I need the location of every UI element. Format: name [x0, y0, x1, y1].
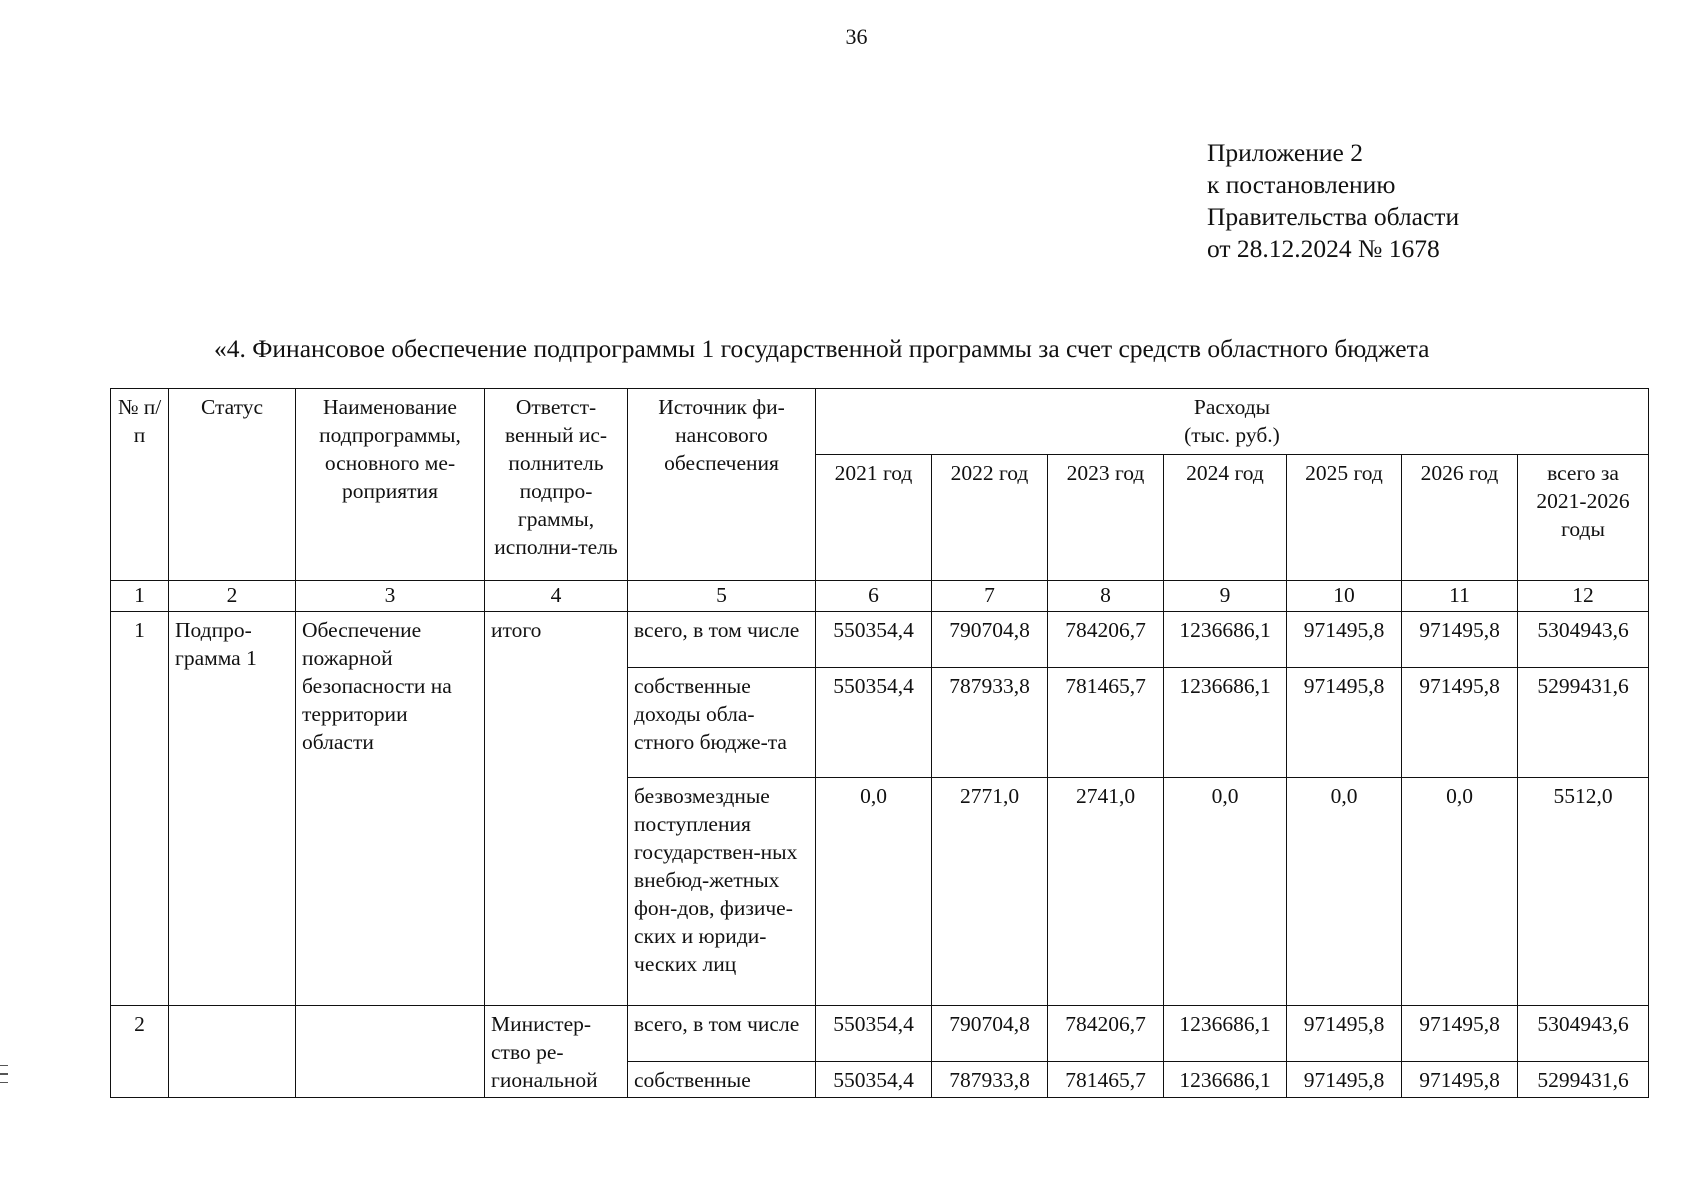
table-row — [111, 1006, 1649, 1062]
header-row — [111, 389, 1649, 455]
value-cell: 0,0 — [1402, 778, 1518, 1006]
appendix-line: к постановлению — [1207, 170, 1396, 199]
appendix-line: Правительства области — [1207, 202, 1460, 231]
value-cell: 971495,8 — [1402, 612, 1518, 668]
appendix-line: Приложение 2 — [1207, 138, 1363, 167]
row-source: безвозмездные поступления государствен-ных внебюд-жетных фон-дов, физиче-ских и юриди-ческих лиц — [628, 778, 816, 1006]
value-cell: 550354,4 — [816, 668, 932, 778]
column-number-row — [111, 581, 1649, 612]
row-name: Обеспечение пожарной безопасности на территории области — [296, 612, 485, 1006]
value-cell: 971495,8 — [1287, 668, 1402, 778]
row-source: всего, в том числе — [628, 1006, 816, 1062]
column-number: 1 — [111, 581, 169, 612]
header-expenses-label: Расходы (тыс. руб.) — [1184, 395, 1280, 447]
header-executor: Ответст-венный ис-полнитель подпро-граммы, исполни-тель — [485, 389, 628, 581]
column-number: 3 — [296, 581, 485, 612]
value-cell-total: 5512,0 — [1518, 778, 1649, 1006]
row-status — [169, 1006, 296, 1098]
column-number: 11 — [1402, 581, 1518, 612]
column-number: 12 — [1518, 581, 1649, 612]
value-cell: 550354,4 — [816, 1062, 932, 1098]
value-cell: 1236686,1 — [1164, 1006, 1287, 1062]
header-status: Статус — [169, 389, 296, 581]
table-row — [111, 612, 1649, 668]
header-year: 2022 год — [932, 455, 1048, 581]
financing-table — [110, 388, 1649, 1098]
header-year: 2021 год — [816, 455, 932, 581]
value-cell: 971495,8 — [1402, 1062, 1518, 1098]
row-status: Подпро-грамма 1 — [169, 612, 296, 1006]
column-number: 5 — [628, 581, 816, 612]
edge-mark — [0, 1073, 8, 1074]
header-source: Источник фи-нансового обеспечения — [628, 389, 816, 581]
header-expenses — [816, 389, 1649, 455]
header-num: № п/п — [111, 389, 169, 581]
row-num: 2 — [111, 1006, 169, 1098]
header-year: 2023 год — [1048, 455, 1164, 581]
column-number: 10 — [1287, 581, 1402, 612]
appendix-block — [1207, 137, 1459, 265]
page-number: 36 — [845, 24, 868, 49]
column-number: 8 — [1048, 581, 1164, 612]
header-year: 2024 год — [1164, 455, 1287, 581]
document-title: «4. Финансовое обеспечение подпрограммы 1 государственной программы за счет средств областного бюджета — [214, 334, 1430, 363]
value-cell: 971495,8 — [1402, 668, 1518, 778]
value-cell: 784206,7 — [1048, 612, 1164, 668]
value-cell: 787933,8 — [932, 668, 1048, 778]
value-cell: 971495,8 — [1287, 1006, 1402, 1062]
value-cell: 0,0 — [1287, 778, 1402, 1006]
row-source: собственные доходы обла-стного бюдже-та — [628, 668, 816, 778]
value-cell-total: 5299431,6 — [1518, 668, 1649, 778]
header-name: Наименование подпрограммы, основного ме-роприятия — [296, 389, 485, 581]
row-name — [296, 1006, 485, 1098]
value-cell-total: 5304943,6 — [1518, 1006, 1649, 1062]
header-year: 2025 год — [1287, 455, 1402, 581]
value-cell-total: 5304943,6 — [1518, 612, 1649, 668]
value-cell: 781465,7 — [1048, 668, 1164, 778]
edge-mark — [0, 1082, 8, 1083]
column-number: 6 — [816, 581, 932, 612]
value-cell: 1236686,1 — [1164, 612, 1287, 668]
value-cell: 0,0 — [816, 778, 932, 1006]
row-executor: итого — [485, 612, 628, 1006]
value-cell: 784206,7 — [1048, 1006, 1164, 1062]
value-cell: 790704,8 — [932, 1006, 1048, 1062]
value-cell-total: 5299431,6 — [1518, 1062, 1649, 1098]
appendix-line: от 28.12.2024 № 1678 — [1207, 234, 1440, 263]
column-number: 9 — [1164, 581, 1287, 612]
row-executor: Министер-ство ре-гиональной — [485, 1006, 628, 1098]
value-cell: 1236686,1 — [1164, 1062, 1287, 1098]
value-cell: 0,0 — [1164, 778, 1287, 1006]
column-number: 4 — [485, 581, 628, 612]
scan-edge-marks — [0, 1065, 8, 1090]
row-source: всего, в том числе — [628, 612, 816, 668]
value-cell: 550354,4 — [816, 612, 932, 668]
value-cell: 787933,8 — [932, 1062, 1048, 1098]
row-num: 1 — [111, 612, 169, 1006]
value-cell: 971495,8 — [1287, 612, 1402, 668]
value-cell: 971495,8 — [1402, 1006, 1518, 1062]
edge-mark — [0, 1065, 8, 1066]
value-cell: 781465,7 — [1048, 1062, 1164, 1098]
header-year-total: всего за 2021-2026 годы — [1518, 455, 1649, 581]
header-year: 2026 год — [1402, 455, 1518, 581]
value-cell: 790704,8 — [932, 612, 1048, 668]
value-cell: 2771,0 — [932, 778, 1048, 1006]
value-cell: 2741,0 — [1048, 778, 1164, 1006]
value-cell: 550354,4 — [816, 1006, 932, 1062]
row-source: собственные — [628, 1062, 816, 1098]
value-cell: 1236686,1 — [1164, 668, 1287, 778]
column-number: 2 — [169, 581, 296, 612]
column-number: 7 — [932, 581, 1048, 612]
value-cell: 971495,8 — [1287, 1062, 1402, 1098]
